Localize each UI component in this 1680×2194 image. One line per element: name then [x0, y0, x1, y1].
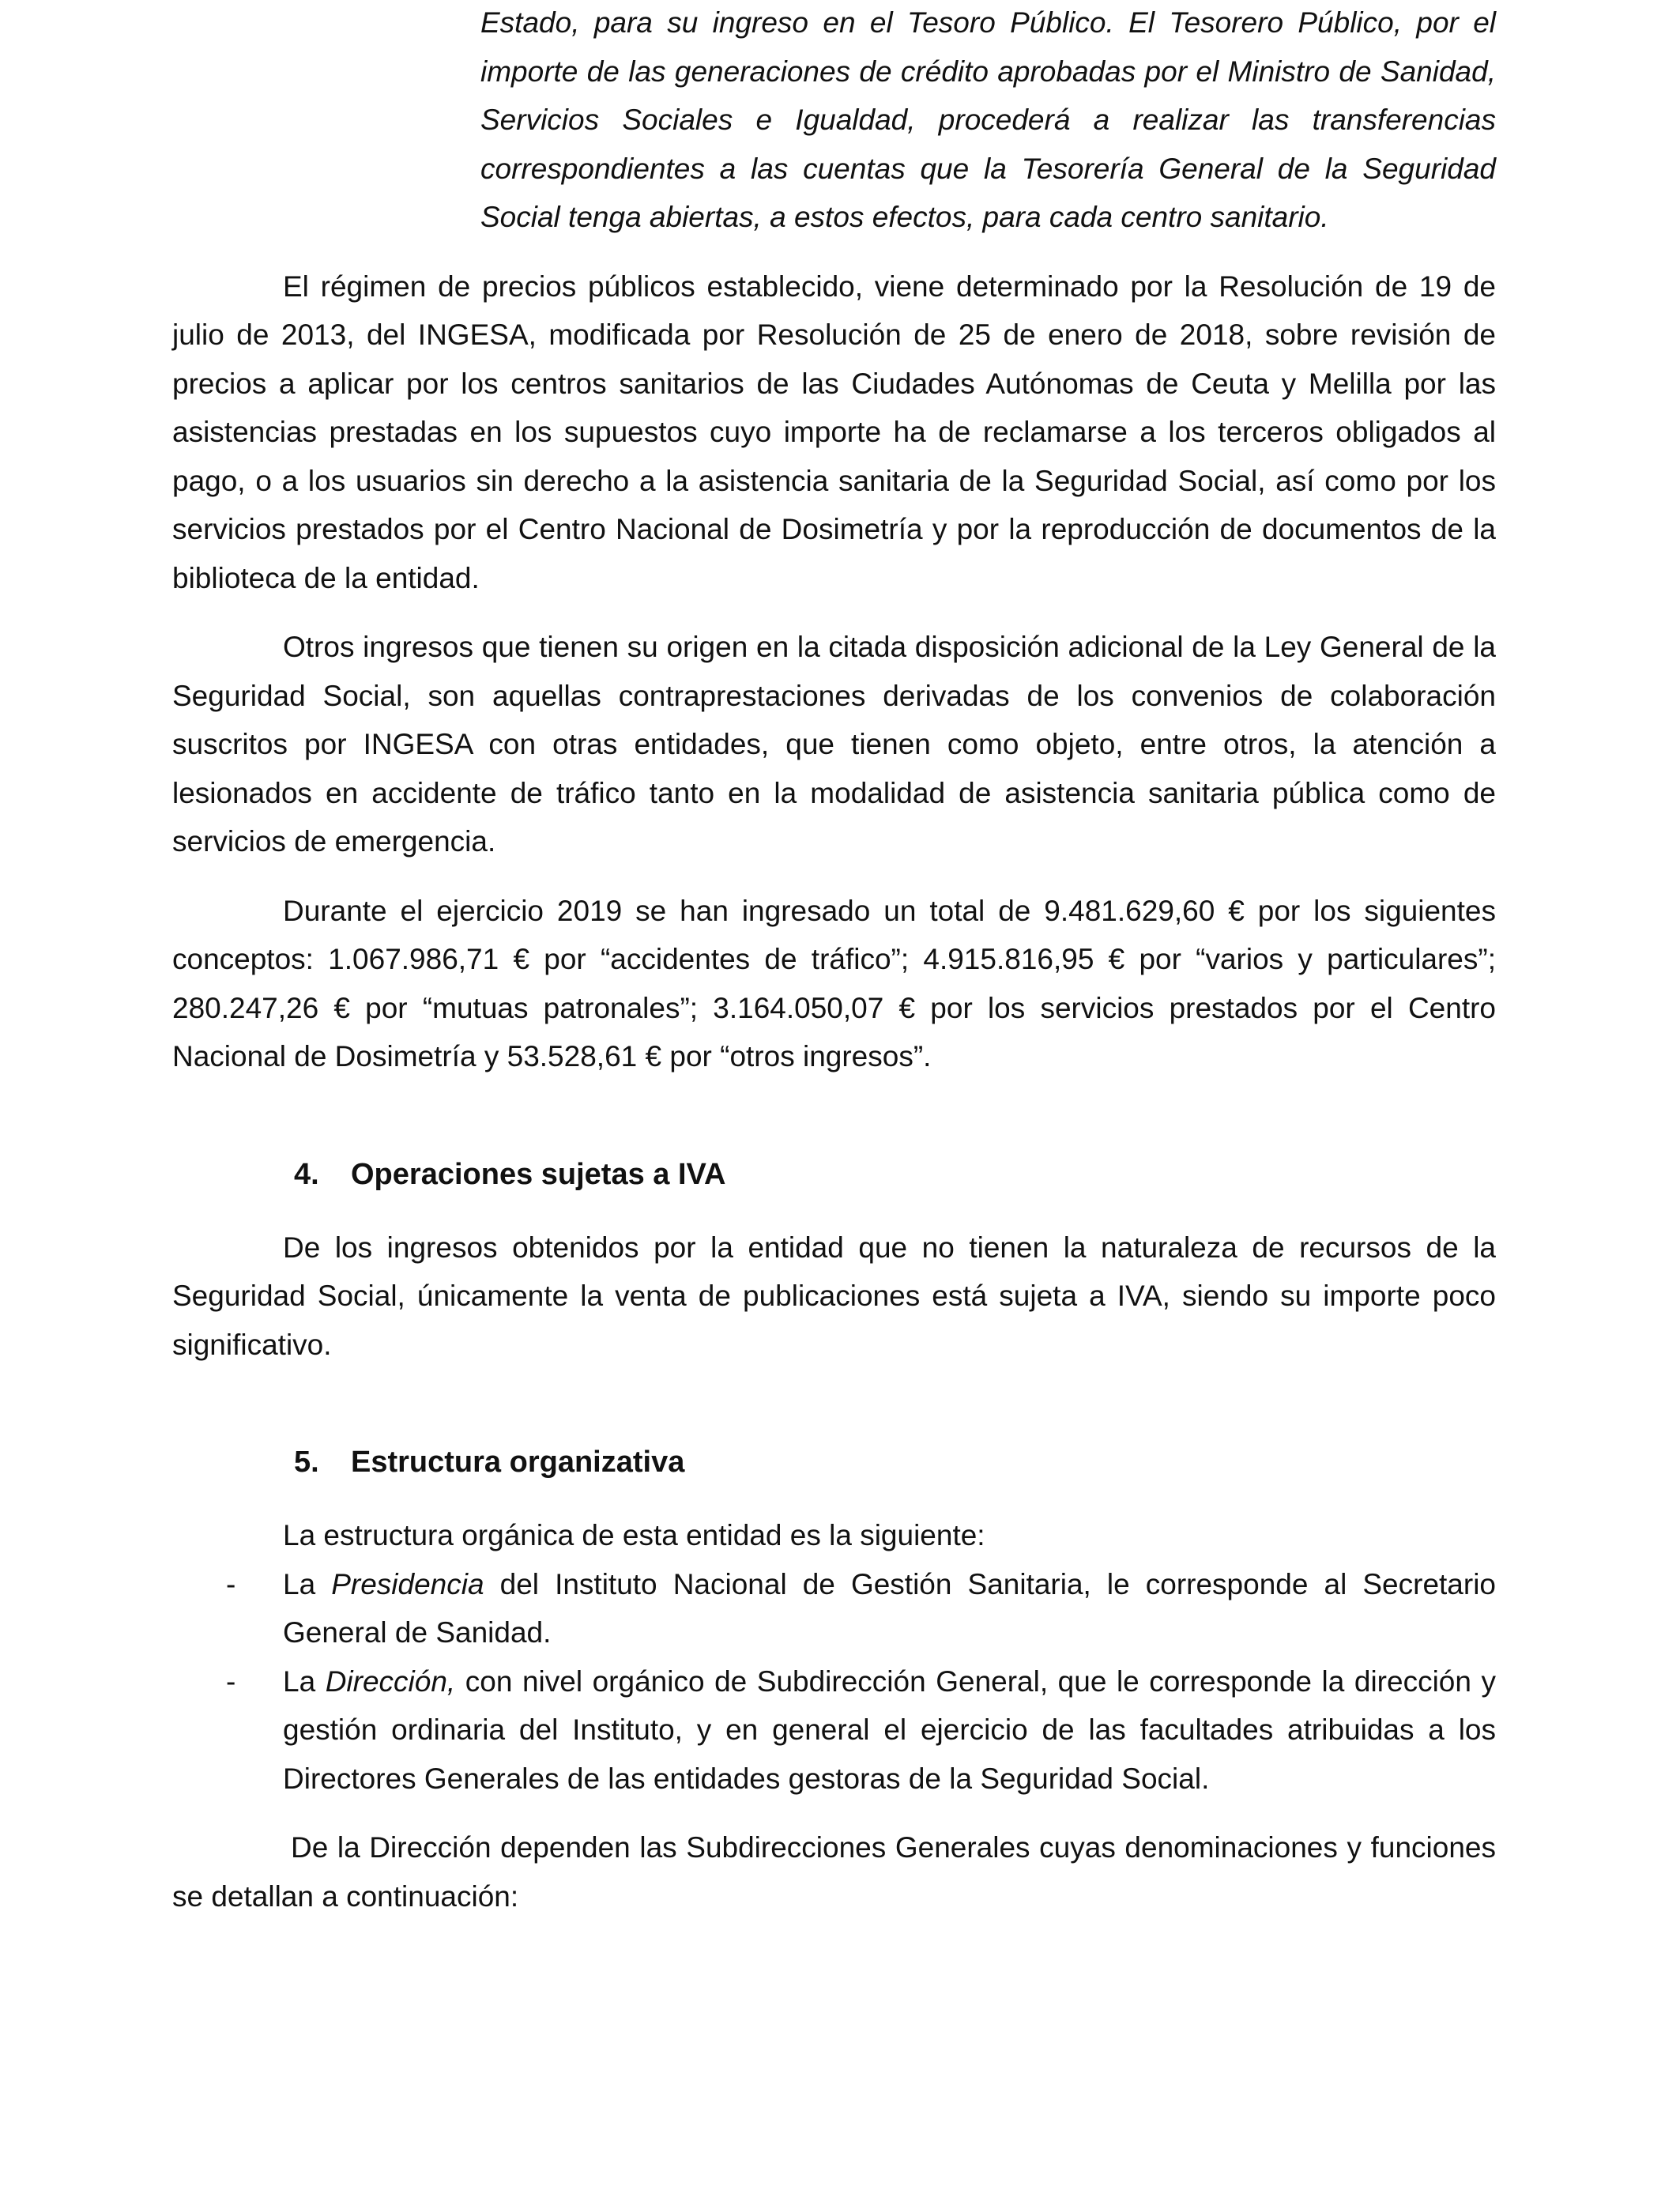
emphasis-direccion: Dirección,	[325, 1664, 456, 1698]
list-item-presidencia	[172, 1560, 1496, 1657]
list-item-text: La Presidencia del Instituto Nacional de Gestión Sanitaria, le corresponde al Secretario General de Sanidad.	[283, 1567, 1496, 1649]
section-5-closing: De la Dirección dependen las Subdirecciones Generales cuyas denominaciones y funciones se detallan a continuación:	[172, 1831, 1496, 1913]
list-item-text: La Dirección, con nivel orgánico de Subdirección General, que le corresponde la dirección y gestión ordinaria del Instituto, y en general el ejercicio de las facultades atribuidas a los Directores Generales de las entidades gestoras de la Seguridad Social.	[283, 1664, 1496, 1795]
paragraph-regimen-precios: El régimen de precios públicos establecido, viene determinado por la Resolución de 19 de julio de 2013, del INGESA, modificada por Resolución de 25 de enero de 2018, sobre revisión de precios a aplicar por los centros sanitarios de las Ciudades Autónomas de Ceuta y Melilla por las asistencias prestadas en los supuestos cuyo importe ha de reclamarse a los terceros obligados al pago, o a los usuarios sin derecho a la asistencia sanitaria de la Seguridad Social, así como por los servicios prestados por el Centro Nacional de Dosimetría y por la reproducción de documentos de la biblioteca de la entidad.	[172, 270, 1496, 594]
section-4-number: 4.	[294, 1157, 319, 1191]
document-page	[172, 0, 1496, 1921]
list-dash: -	[226, 1664, 236, 1698]
list-dash: -	[226, 1567, 236, 1600]
paragraph-ingresos-2019: Durante el ejercicio 2019 se han ingresado un total de 9.481.629,60 € por los siguientes conceptos: 1.067.986,71 € por “accidentes de tráfico”; 4.915.816,95 € por “varios y particulares”; 280.247,26 € por “mutuas patronales”; 3.164.050,07 € por los servicios prestados por el Centro Nacional de Dosimetría y 53.528,61 € por “otros ingresos”.	[172, 894, 1496, 1072]
section-5-number: 5.	[294, 1446, 319, 1479]
section-5-title: Estructura organizativa	[351, 1446, 685, 1479]
emphasis-presidencia: Presidencia	[331, 1567, 484, 1600]
list-item-direccion	[172, 1657, 1496, 1804]
section-4-heading	[172, 1151, 1496, 1199]
section-5-heading	[172, 1438, 1496, 1487]
paragraph-otros-ingresos: Otros ingresos que tienen su origen en la citada disposición adicional de la Ley General de la Seguridad Social, son aquellas contraprestaciones derivadas de los convenios de colaboración suscritos por INGESA con otras entidades, que tienen como objeto, entre otros, la atención a lesionados en accidente de tráfico tanto en la modalidad de asistencia sanitaria pública como de servicios de emergencia.	[172, 631, 1496, 858]
section-5-intro: La estructura orgánica de esta entidad es la siguiente:	[283, 1519, 985, 1551]
section-4-title: Operaciones sujetas a IVA	[351, 1157, 726, 1191]
quoted-text: Estado, para su ingreso en el Tesoro Público. El Tesorero Público, por el importe de las generaciones de crédito aprobadas por el Ministro de Sanidad, Servicios Sociales e Igualdad, procederá a realizar las transferencias correspondientes a las cuentas que la Tesorería General de la Seguridad Social tenga abiertas, a estos efectos, para cada centro sanitario.	[480, 6, 1496, 233]
section-4-text: De los ingresos obtenidos por la entidad que no tienen la naturaleza de recursos de la Seguridad Social, únicamente la venta de publicaciones está sujeta a IVA, siendo su importe poco significativo.	[172, 1231, 1496, 1361]
